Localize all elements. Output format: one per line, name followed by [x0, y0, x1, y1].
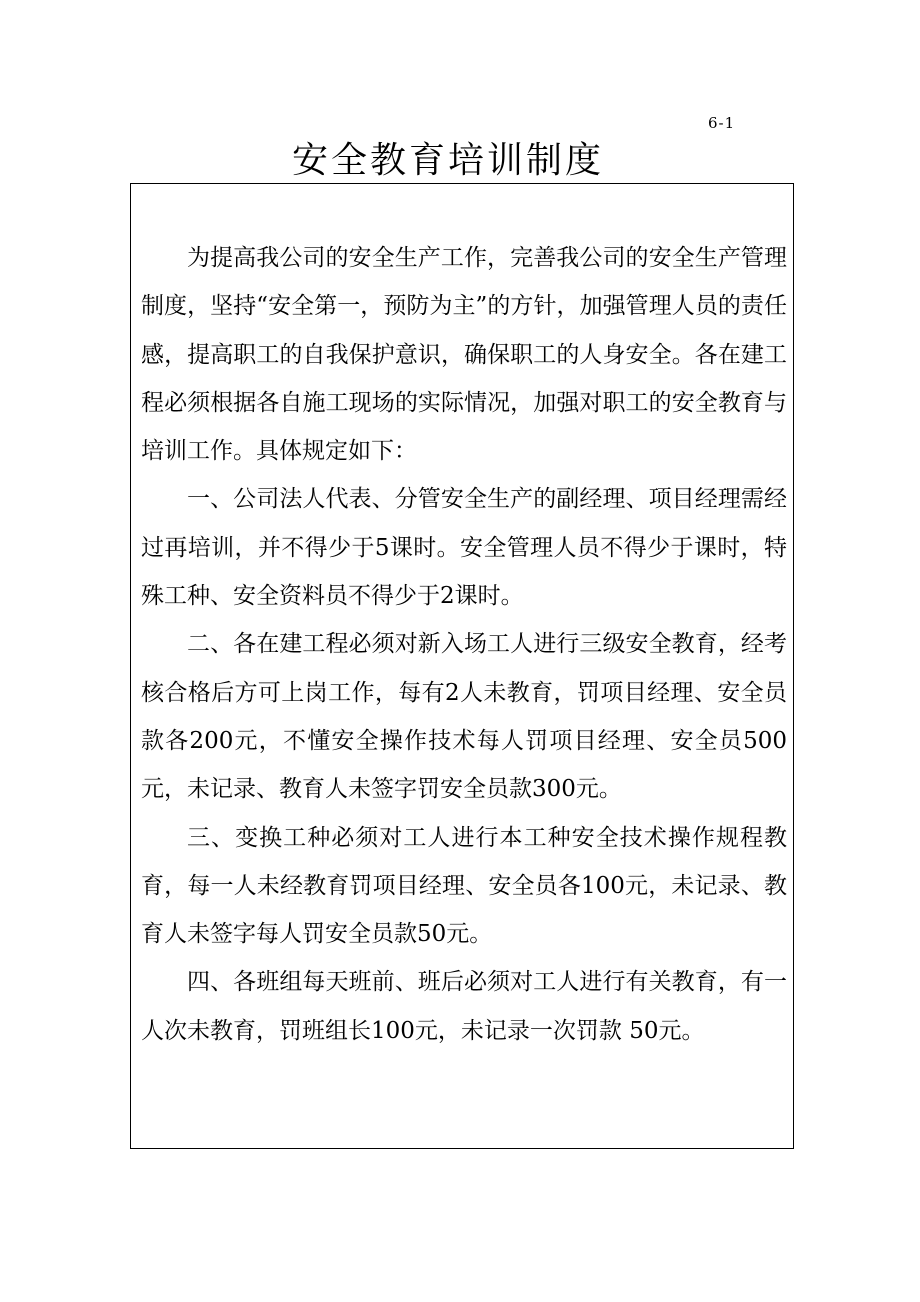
document-title: 安全教育培训制度: [292, 140, 605, 181]
body-text: [141, 234, 787, 1055]
paragraph-rule-4: 四、各班组每天班前、班后必须对工人进行有关教育，有一人次未教育，罚班组长100元，未记录一次罚款 50元。: [141, 969, 787, 1044]
paragraph-rule-2: 二、各在建工程必须对新入场工人进行三级安全教育，经考核合格后方可上岗工作，每有2人未教育，罚项目经理、安全员款各200元，不懂安全操作技术每人罚项目经理、安全员500元，未记录、教育人未签字罚安全员款300元。: [141, 631, 787, 803]
paragraph-rule-3: 三、变换工种必须对工人进行本工种安全技术操作规程教育，每一人未经教育罚项目经理、安全员各100元，未记录、教育人未签字每人罚安全员款50元。: [141, 824, 787, 948]
content-box: [130, 183, 794, 1149]
paragraph-rule-1: 一、公司法人代表、分管安全生产的副经理、项目经理需经过再培训，并不得少于5课时。安全管理人员不得少于课时，特殊工种、安全资料员不得少于2课时。: [141, 486, 787, 610]
page-number: 6-1: [708, 114, 736, 132]
paragraph-intro: 为提高我公司的安全生产工作，完善我公司的安全生产管理制度，坚持“安全第一，预防为主”的方针，加强管理人员的责任感，提高职工的自我保护意识，确保职工的人身安全。各在建工程必须根据各自施工现场的实际情况，加强对职工的安全教育与培训工作。具体规定如下：: [141, 245, 787, 465]
